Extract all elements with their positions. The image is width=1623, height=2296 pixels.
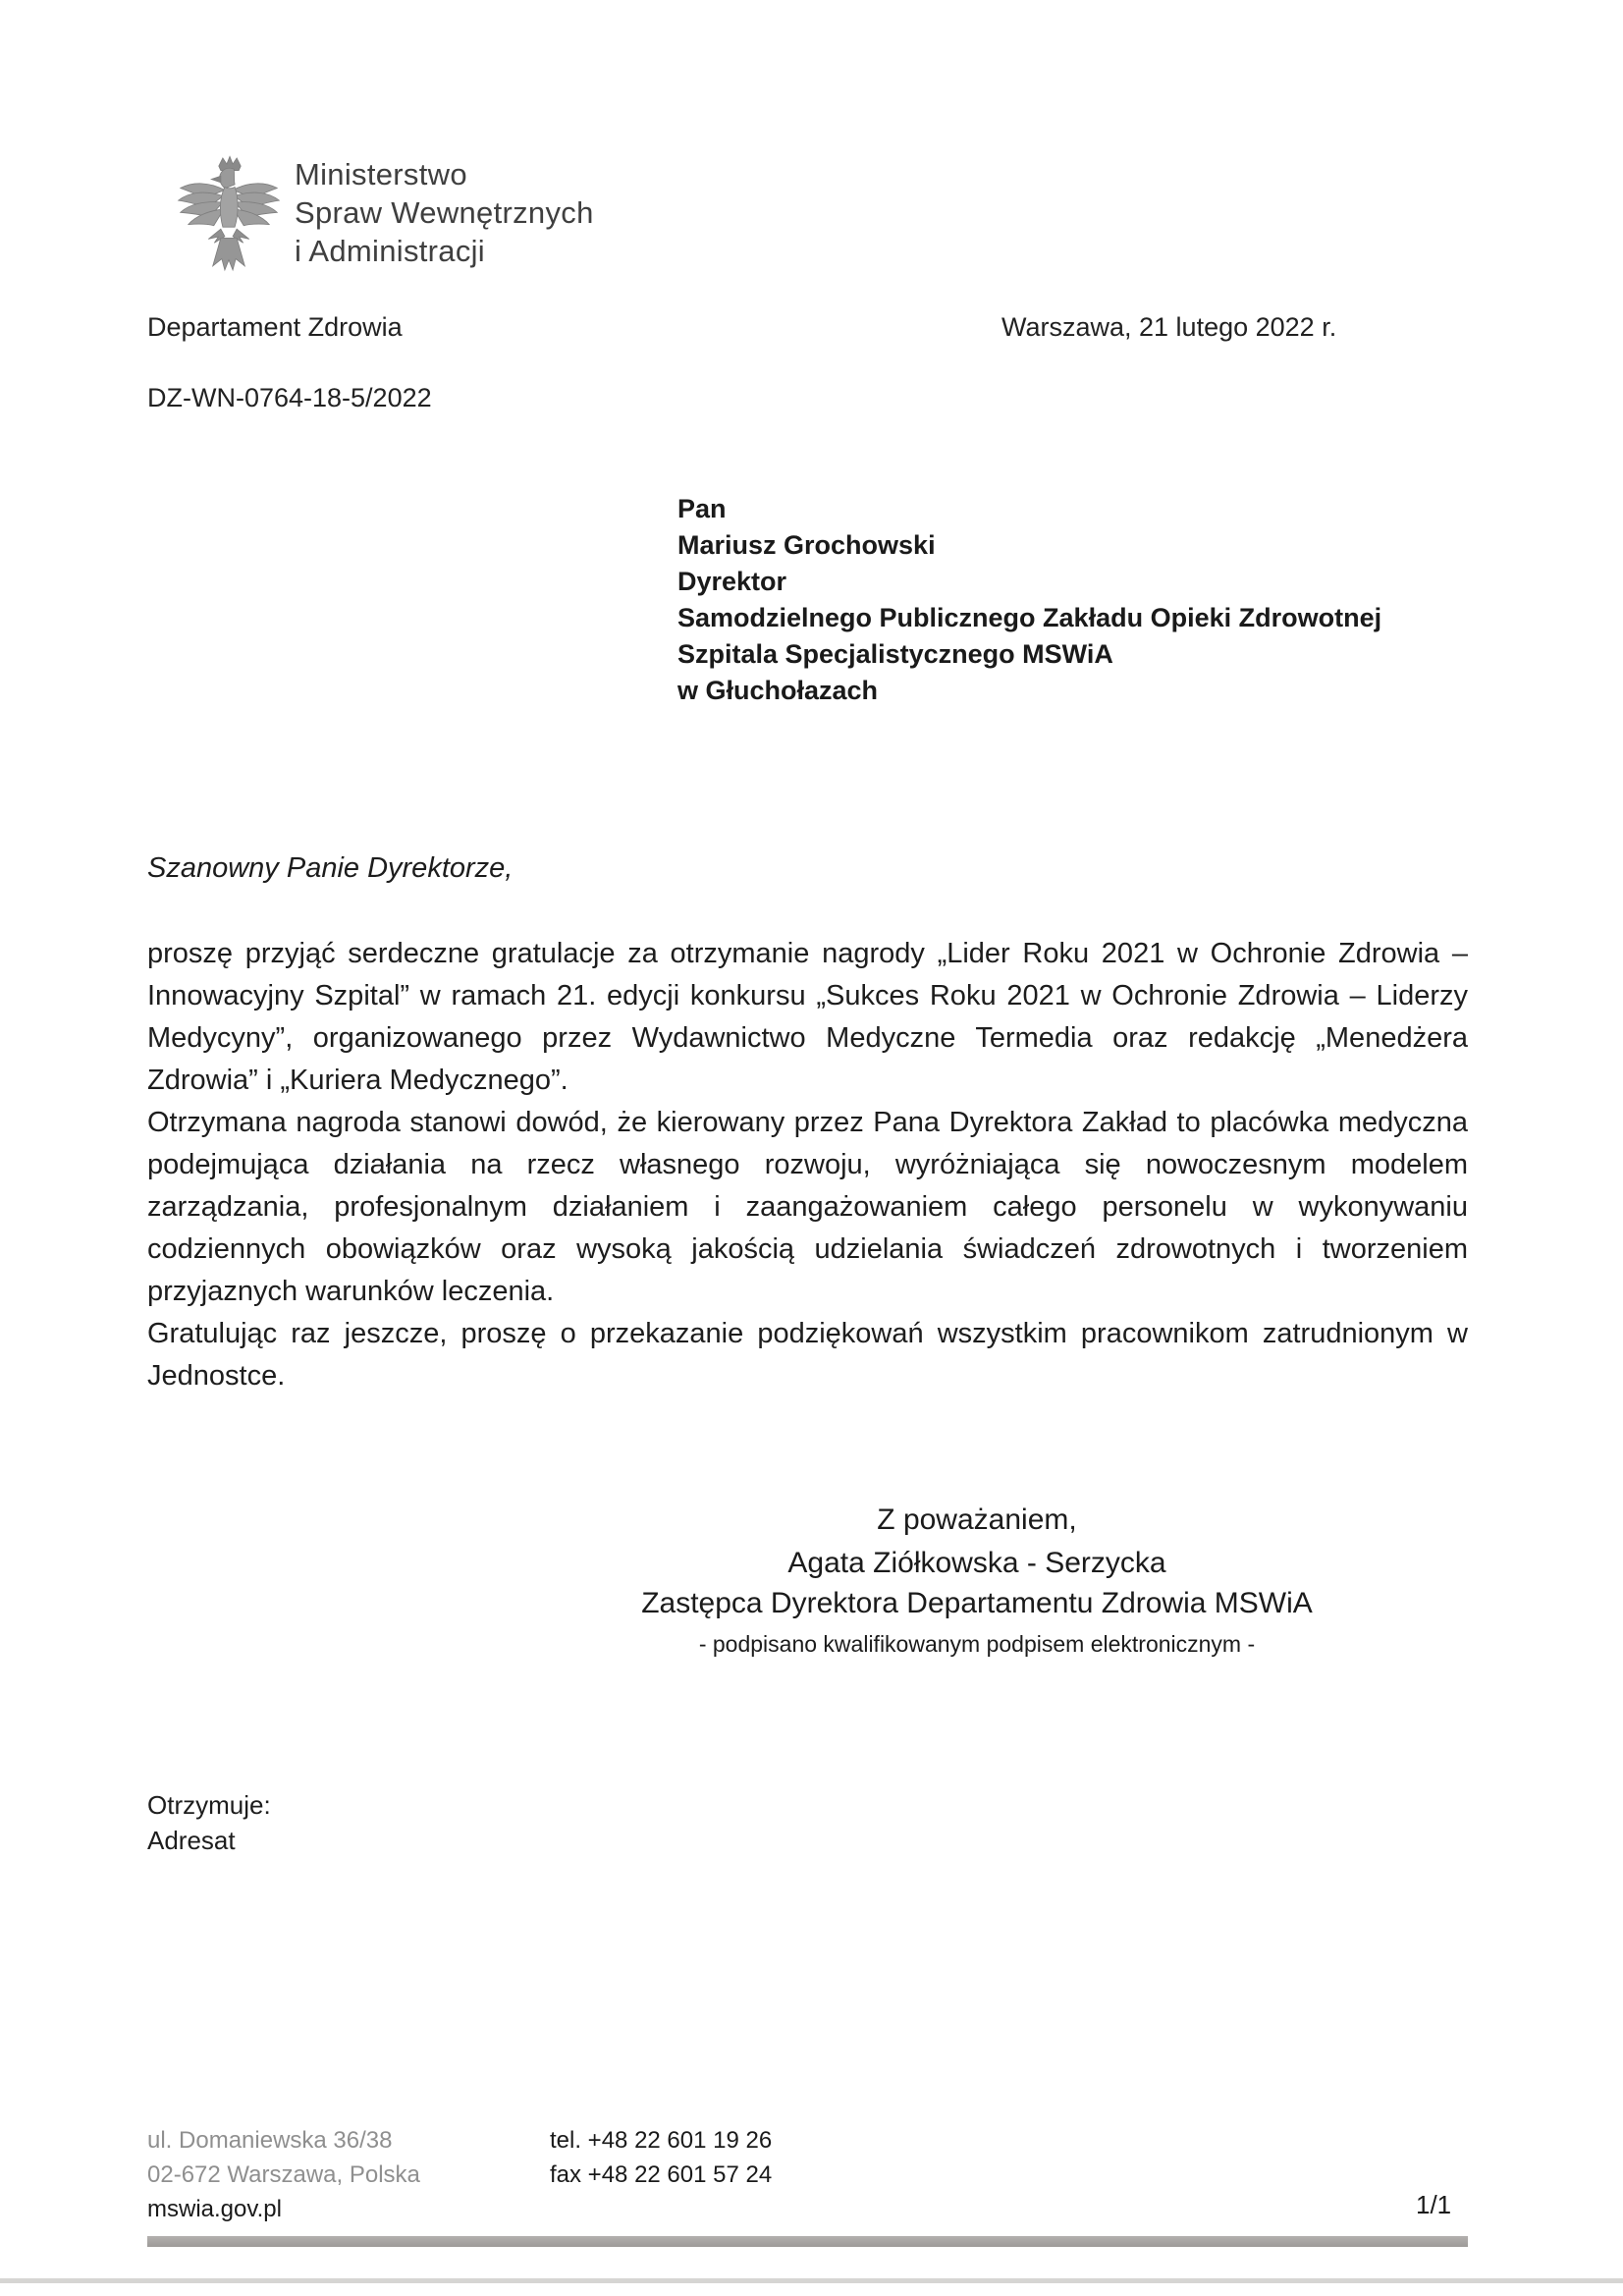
page-number: 1/1 xyxy=(1416,2190,1452,2219)
recipient-block xyxy=(677,491,1381,709)
body-paragraph: Otrzymana nagroda stanowi dowód, że kierowany przez Pana Dyrektora Zakład to placówka medyczna podejmująca działania na rzecz własnego rozwoju, wyróżniająca się nowoczesnym modelem zarządzania, profesjonalnym działaniem i zaangażowaniem całego personelu w wykonywaniu codziennych obowiązków oraz wysoką jakością udzielania świadczeń zdrowotnych i tworzeniem przyjaznych warunków leczenia. xyxy=(147,1107,1468,1307)
scan-edge-line xyxy=(0,2278,1623,2283)
distribution-label: Otrzymuje: xyxy=(147,1790,271,1820)
recipient-line: Samodzielnego Publicznego Zakładu Opieki Zdrowotnej xyxy=(677,603,1382,632)
closing-phrase: Z poważaniem, xyxy=(877,1503,1077,1536)
department-name: Departament Zdrowia xyxy=(147,312,403,342)
footer-contacts xyxy=(550,2123,772,2192)
ministry-name xyxy=(295,155,594,270)
body-paragraph: Gratulując raz jeszcze, proszę o przekazanie podziękowań wszystkim pracownikom zatrudnionym w Jednostce. xyxy=(147,1318,1468,1392)
footer-divider-bar xyxy=(147,2236,1468,2247)
place-and-date: Warszawa, 21 lutego 2022 r. xyxy=(1001,312,1337,342)
recipient-line: w Głuchołazach xyxy=(677,676,879,705)
ministry-name-line: i Administracji xyxy=(295,234,485,268)
signer-name: Agata Ziółkowska - Serzycka xyxy=(787,1547,1166,1579)
reference-number: DZ-WN-0764-18-5/2022 xyxy=(147,383,432,412)
recipient-line: Mariusz Grochowski xyxy=(677,530,936,560)
distribution-block xyxy=(147,1787,271,1858)
footer-website: mswia.gov.pl xyxy=(147,2196,282,2222)
recipient-line: Szpitala Specjalistycznego MSWiA xyxy=(677,639,1113,669)
footer-address xyxy=(147,2123,420,2226)
footer-city: 02-672 Warszawa, Polska xyxy=(147,2161,420,2188)
recipient-line: Pan xyxy=(677,494,727,523)
ministry-name-line: Spraw Wewnętrznych xyxy=(295,195,594,230)
letter-body xyxy=(147,933,1468,1397)
polish-eagle-emblem-icon xyxy=(173,153,285,286)
recipient-line: Dyrektor xyxy=(677,567,787,596)
distribution-value: Adresat xyxy=(147,1826,236,1855)
salutation: Szanowny Panie Dyrektorze, xyxy=(147,852,514,884)
signature-block xyxy=(525,1498,1429,1664)
signer-title: Zastępca Dyrektora Departamentu Zdrowia MSWiA xyxy=(641,1587,1313,1619)
footer-fax: fax +48 22 601 57 24 xyxy=(550,2161,773,2188)
footer-phone: tel. +48 22 601 19 26 xyxy=(550,2127,773,2154)
footer-street: ul. Domaniewska 36/38 xyxy=(147,2127,393,2154)
electronic-signature-note: - podpisano kwalifikowanym podpisem elektronicznym - xyxy=(698,1631,1256,1657)
body-paragraph: proszę przyjąć serdeczne gratulacje za otrzymanie nagrody „Lider Roku 2021 w Ochronie Zdrowia – Innowacyjny Szpital” w ramach 21. edycji konkursu „Sukces Roku 2021 w Ochronie Zdrowia – Liderzy Medycyny”, organizowanego przez Wydawnictwo Medyczne Termedia oraz redakcję „Menedżera Zdrowia” i „Kuriera Medycznego”. xyxy=(147,938,1468,1096)
ministry-name-line: Ministerstwo xyxy=(295,157,467,191)
